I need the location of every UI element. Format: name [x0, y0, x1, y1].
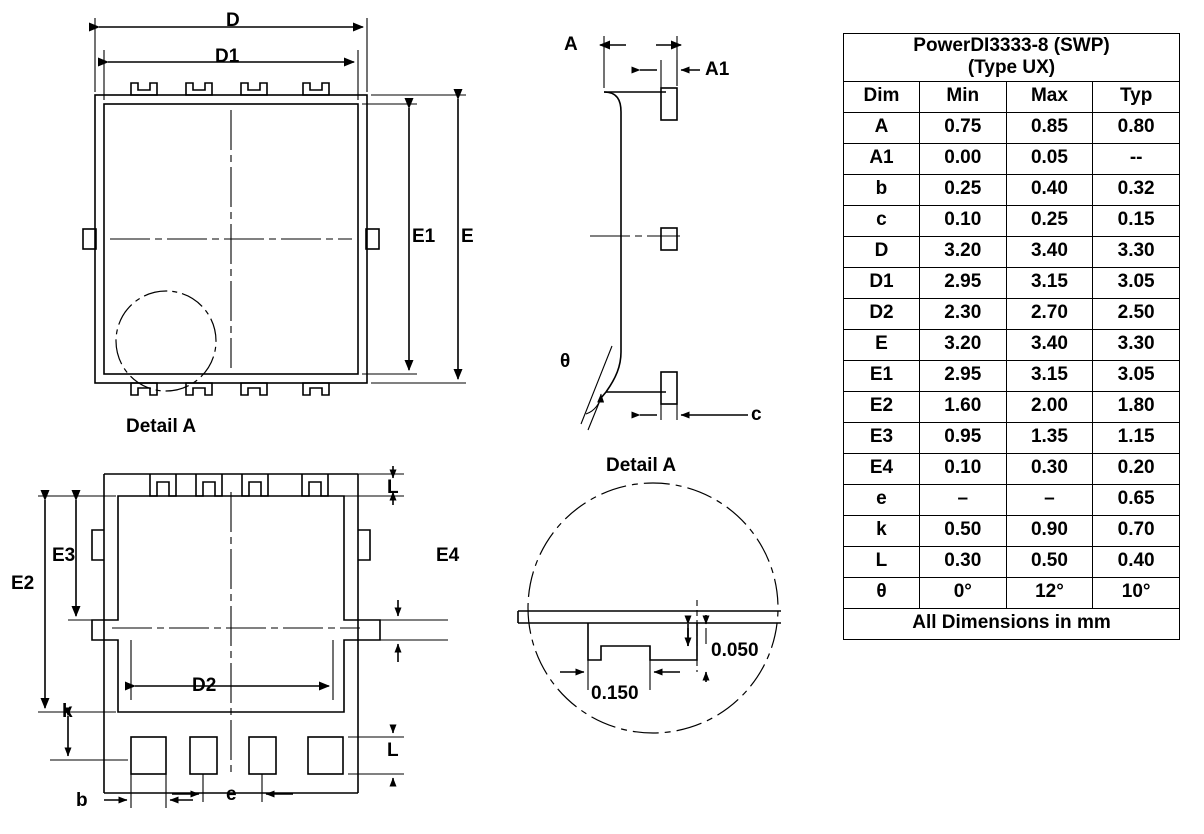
- cell-value: 0.90: [1006, 515, 1093, 546]
- cell-value: 2.95: [919, 360, 1006, 391]
- table-title-row: [844, 34, 1180, 82]
- cell-dim: D1: [844, 267, 920, 298]
- table-title: [844, 34, 1180, 82]
- cell-value: 2.30: [919, 298, 1006, 329]
- label-c: c: [751, 404, 762, 425]
- table-row: [844, 267, 1180, 298]
- table-row: [844, 546, 1180, 577]
- table-row: [844, 298, 1180, 329]
- table-row: [844, 112, 1180, 143]
- cell-value: 0.95: [919, 422, 1006, 453]
- cell-value: 0.40: [1006, 174, 1093, 205]
- table-row: [844, 236, 1180, 267]
- cell-dim: k: [844, 515, 920, 546]
- cell-value: 0.50: [1006, 546, 1093, 577]
- label-E3: E3: [52, 545, 76, 566]
- cell-value: 0.30: [919, 546, 1006, 577]
- label-A1: A1: [705, 59, 730, 80]
- label-detail-a-title: Detail A: [606, 455, 677, 476]
- table-row: [844, 174, 1180, 205]
- cell-dim: E1: [844, 360, 920, 391]
- label-L-top: L: [387, 477, 399, 498]
- cell-value: 3.30: [1093, 329, 1180, 360]
- cell-value: 0.25: [919, 174, 1006, 205]
- cell-dim: e: [844, 484, 920, 515]
- table-row: [844, 391, 1180, 422]
- cell-value: 2.00: [1006, 391, 1093, 422]
- cell-dim: E3: [844, 422, 920, 453]
- cell-value: 0.50: [919, 515, 1006, 546]
- label-theta: θ: [560, 351, 571, 372]
- table-row: [844, 360, 1180, 391]
- label-b: b: [76, 790, 88, 811]
- table-footer: All Dimensions in mm: [844, 608, 1180, 639]
- header-min: Min: [919, 81, 1006, 112]
- cell-value: 3.05: [1093, 360, 1180, 391]
- label-L-bottom: L: [387, 740, 399, 761]
- cell-dim: E2: [844, 391, 920, 422]
- label-k: k: [62, 701, 73, 722]
- label-detail-horizontal: 0.150: [591, 683, 639, 704]
- cell-value: 0.32: [1093, 174, 1180, 205]
- cell-dim: E4: [844, 453, 920, 484]
- table-header-row: [844, 81, 1180, 112]
- dimension-table: [843, 33, 1180, 640]
- cell-value: 10°: [1093, 577, 1180, 608]
- cell-dim: A: [844, 112, 920, 143]
- label-E: E: [461, 226, 474, 247]
- cell-value: --: [1093, 143, 1180, 174]
- label-E1: E1: [412, 226, 436, 247]
- cell-value: 3.30: [1093, 236, 1180, 267]
- cell-dim: A1: [844, 143, 920, 174]
- label-E4: E4: [436, 545, 460, 566]
- cell-value: 0.65: [1093, 484, 1180, 515]
- cell-value: 0.25: [1006, 205, 1093, 236]
- cell-value: 1.60: [919, 391, 1006, 422]
- cell-value: 3.40: [1006, 329, 1093, 360]
- table-row: [844, 577, 1180, 608]
- cell-value: 0.85: [1006, 112, 1093, 143]
- cell-dim: D2: [844, 298, 920, 329]
- cell-value: 3.20: [919, 236, 1006, 267]
- table-title-line1: PowerDI3333-8 (SWP): [913, 35, 1110, 56]
- cell-value: 0.75: [919, 112, 1006, 143]
- cell-value: 3.40: [1006, 236, 1093, 267]
- cell-value: 3.15: [1006, 267, 1093, 298]
- cell-dim: E: [844, 329, 920, 360]
- cell-value: 0.80: [1093, 112, 1180, 143]
- label-E2: E2: [11, 573, 35, 594]
- cell-value: 12°: [1006, 577, 1093, 608]
- cell-value: 0.10: [919, 205, 1006, 236]
- cell-value: 0.05: [1006, 143, 1093, 174]
- label-A: A: [564, 34, 578, 55]
- cell-value: 0°: [919, 577, 1006, 608]
- label-detail-vertical: 0.050: [711, 640, 759, 661]
- cell-value: 0.40: [1093, 546, 1180, 577]
- header-dim: Dim: [844, 81, 920, 112]
- cell-value: 2.50: [1093, 298, 1180, 329]
- cell-value: 0.70: [1093, 515, 1180, 546]
- label-D1: D1: [215, 46, 240, 67]
- table-row: [844, 205, 1180, 236]
- table-row: [844, 453, 1180, 484]
- cell-dim: D: [844, 236, 920, 267]
- cell-value: 0.10: [919, 453, 1006, 484]
- label-D2: D2: [192, 675, 217, 696]
- cell-value: 2.70: [1006, 298, 1093, 329]
- header-max: Max: [1006, 81, 1093, 112]
- cell-value: 0.00: [919, 143, 1006, 174]
- table-row: [844, 329, 1180, 360]
- cell-value: 0.15: [1093, 205, 1180, 236]
- table-footer-row: [844, 608, 1180, 639]
- cell-value: 1.15: [1093, 422, 1180, 453]
- cell-value: –: [919, 484, 1006, 515]
- table-row: [844, 422, 1180, 453]
- label-e: e: [226, 784, 237, 805]
- label-D: D: [226, 10, 240, 31]
- cell-value: 1.80: [1093, 391, 1180, 422]
- table-row: [844, 143, 1180, 174]
- cell-value: 2.95: [919, 267, 1006, 298]
- table-row: [844, 484, 1180, 515]
- cell-value: 0.30: [1006, 453, 1093, 484]
- cell-dim: θ: [844, 577, 920, 608]
- cell-dim: b: [844, 174, 920, 205]
- cell-value: –: [1006, 484, 1093, 515]
- cell-dim: L: [844, 546, 920, 577]
- table-row: [844, 515, 1180, 546]
- table-title-line2: (Type UX): [967, 56, 1056, 78]
- label-detail-a-callout: Detail A: [126, 416, 197, 437]
- cell-dim: c: [844, 205, 920, 236]
- cell-value: 3.05: [1093, 267, 1180, 298]
- cell-value: 3.15: [1006, 360, 1093, 391]
- cell-value: 0.20: [1093, 453, 1180, 484]
- header-typ: Typ: [1093, 81, 1180, 112]
- cell-value: 3.20: [919, 329, 1006, 360]
- cell-value: 1.35: [1006, 422, 1093, 453]
